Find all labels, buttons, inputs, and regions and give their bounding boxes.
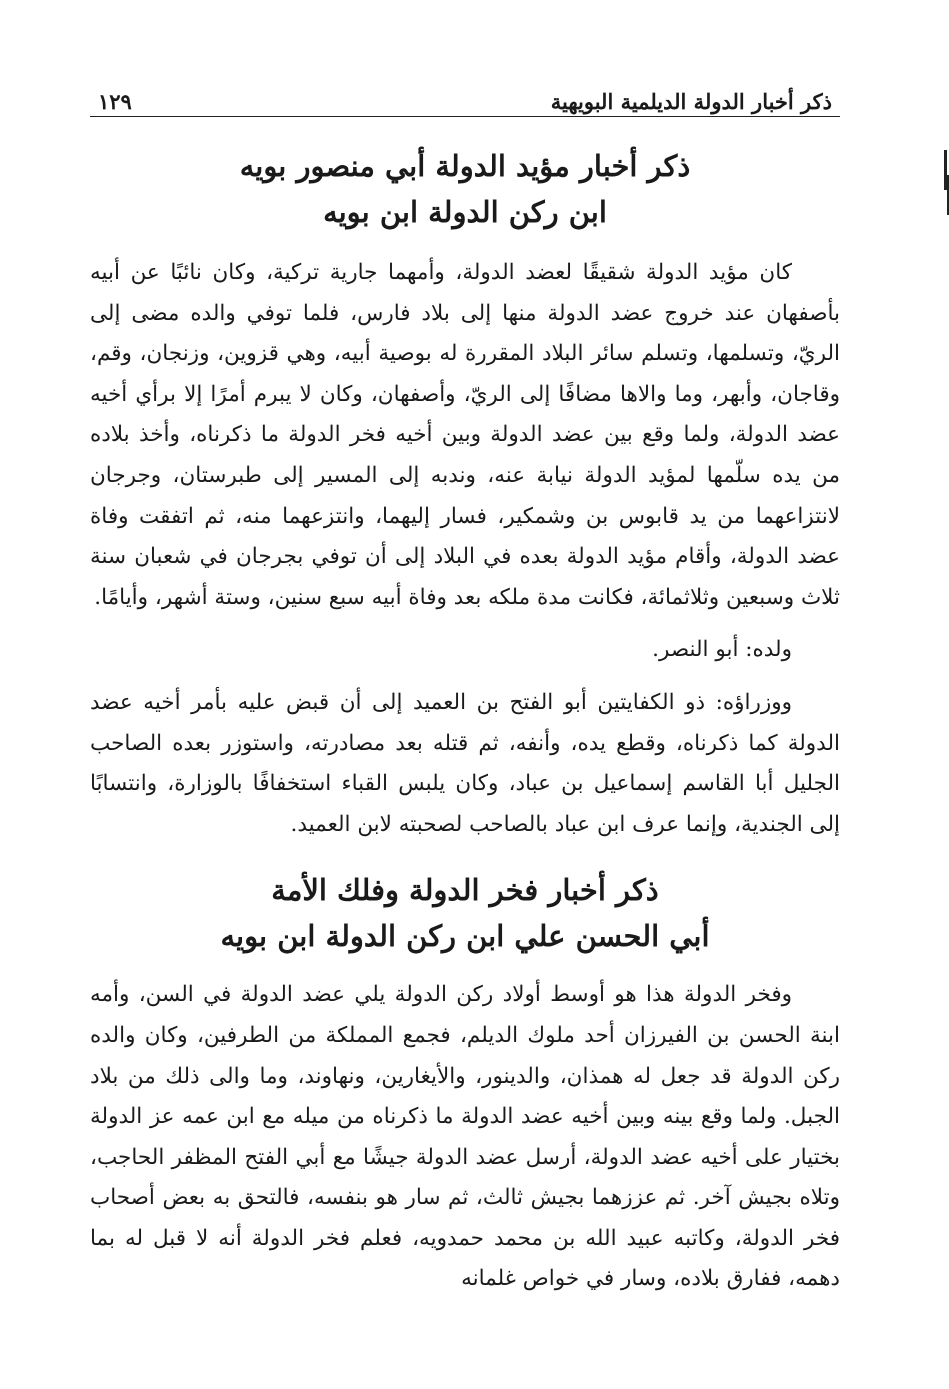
section-heading-line-1: ذكر أخبار فخر الدولة وفلك الأمة — [271, 873, 659, 908]
section-fakhr-al-dawla — [90, 867, 840, 1300]
paragraph: ولده: أبو النصر. — [652, 637, 792, 663]
paragraph: ووزراؤه: ذو الكفايتين أبو الفتح بن العميد إلى أن قبض عليه بأمر أخيه عضد الدولة كما ذكرناه، وقطع يده، وأنفه، ثم قتله بعد مصادرته، واستوزر بعده الصاحب الجليل أبا القاسم إسماعيل بن عباد، وكان يلبس القباء استخفافًا بالوزارة، وانتسابًا إلى الجندية، وإنما عرف ابن عباد بالصاحب لصحبته لابن العميد. — [90, 689, 840, 837]
paragraph: كان مؤيد الدولة شقيقًا لعضد الدولة، وأمهما جارية تركية، وكان نائبًا عن أبيه بأصفهان عند خروج عضد الدولة منها إلى بلاد فارس، فلما توفي والده مضى إلى الريّ، وتسلمها، وتسلم سائر البلاد المقررة له بوصية أبيه، وهي قزوين، وزنجان، وقم، وقاجان، وأبهر، وما والاها مضافًا إلى الريّ، وأصفهان، وكان لا يبرم أمرًا إلا برأي أخيه عضد الدولة، ولما وقع بين عضد الدولة وبين أخيه فخر الدولة ما ذكرناه، وأخذ بلاده من يده سلّمها لمؤيد الدولة نيابة عنه، وندبه إلى المسير إلى طبرستان، وجرجان لانتزاعهما من يد قابوس بن وشمكير، فسار إليهما، وانتزعهما منه، ثم اتفقت وفاة عضد الدولة، وأقام مؤيد الدولة بعده في البلاد إلى أن توفي بجرجان في شعبان سنة ثلاث وسبعين وثلاثمائة، فكانت مدة ملكه بعد وفاة أبيه سبع سنين، وستة أشهر، وأيامًا. — [90, 260, 840, 610]
running-header — [90, 78, 840, 117]
running-title: ذكر أخبار الدولة الديلمية البويهية — [550, 89, 832, 114]
section-heading-line-2: ابن ركن الدولة ابن بويه — [323, 195, 607, 229]
book-page — [90, 78, 840, 1368]
section-heading-line-2: أبي الحسن علي ابن ركن الدولة ابن بويه — [220, 919, 710, 954]
section-muayyad-al-dawla — [90, 143, 840, 845]
section-heading — [90, 143, 840, 235]
section-heading — [90, 867, 840, 959]
page-number: ١٢٩ — [98, 89, 132, 114]
section-heading-line-1: ذكر أخبار مؤيد الدولة أبي منصور بويه — [239, 149, 691, 183]
paragraph: وفخر الدولة هذا هو أوسط أولاد ركن الدولة يلي عضد الدولة في السن، وأمه ابنة الحسن بن الفيرزان أحد ملوك الديلم، فجمع المملكة من الطرفين، وكان والده ركن الدولة قد جعل له همذان، والدينور، والأيغارين، ونهاوند، وما والى ذلك من بلاد الجبل. ولما وقع بينه وبين أخيه عضد الدولة ما ذكرناه من ميله مع ابن عمه عز الدولة بختيار على أخيه عضد الدولة، أرسل عضد الدولة جيشًا مع أبي الفتح المظفر الحاجب، وتلاه بجيش آخر. ثم عززهما بجيش ثالث، ثم سار هو بنفسه، فالتحق به بعض أصحاب فخر الدولة، وكاتبه عبيد الله بن محمد حمدويه، فعلم فخر الدولة أنه لا قبل له بما دهمه، ففارق بلاده، وسار في خواص غلمانه — [90, 982, 840, 1292]
